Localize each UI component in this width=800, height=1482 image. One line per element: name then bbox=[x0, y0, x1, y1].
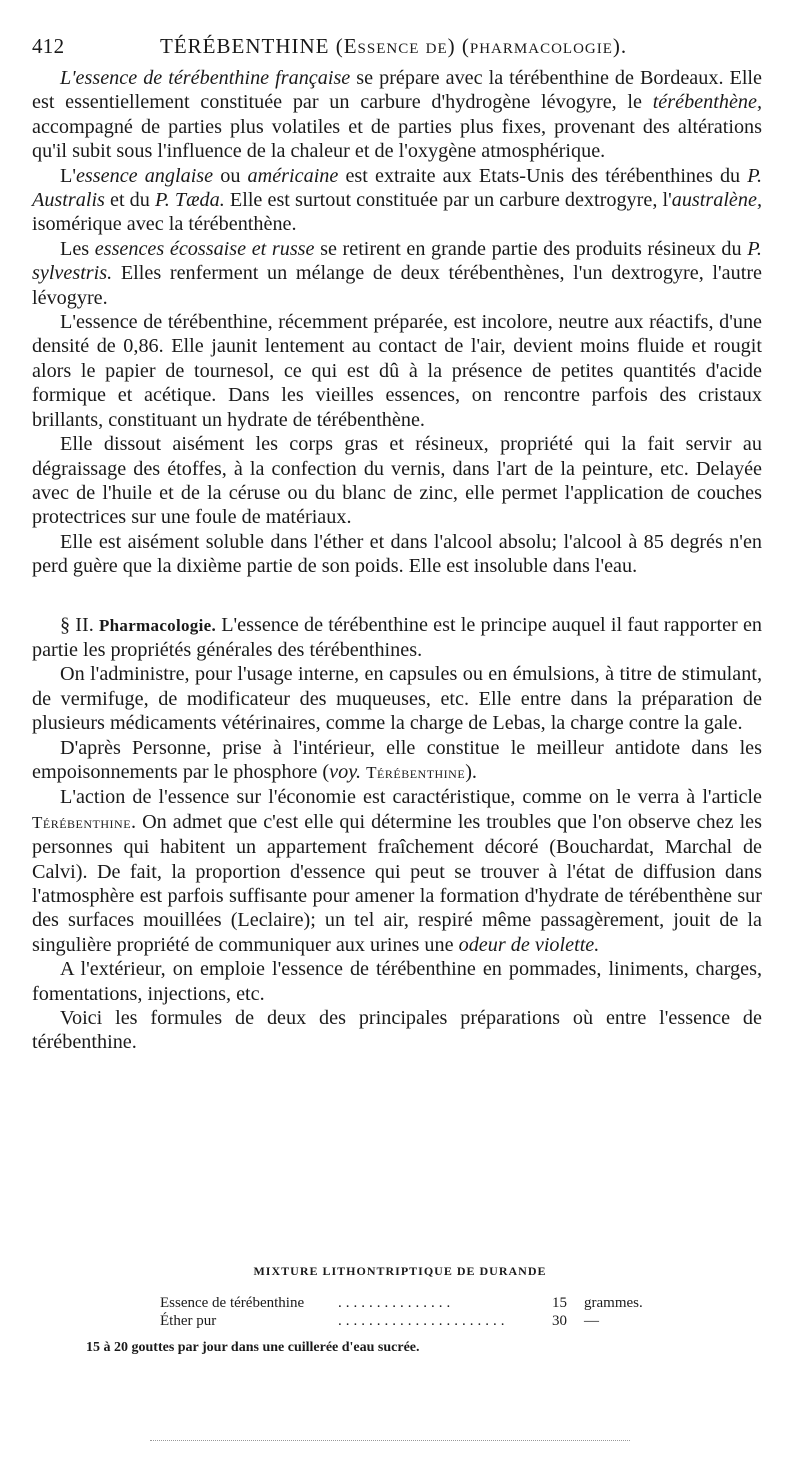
formula-quantity: 30 bbox=[552, 1313, 567, 1329]
text-run: est extraite aux Etats-Unis des térébenthines du bbox=[338, 164, 748, 187]
small-caps-text: Térébenthine bbox=[32, 812, 132, 832]
text-run: Voici les formules de deux des principales préparations où entre l'essence de térébenthine. bbox=[32, 1007, 762, 1054]
paragraph bbox=[32, 662, 762, 735]
italic-text: L'essence de térébenthine française bbox=[60, 67, 351, 89]
formula-leader-dots: ............... bbox=[338, 1295, 455, 1311]
formula-row bbox=[80, 1295, 720, 1313]
text-run: Elles renferment un mélange de deux térébenthènes, l'un dextrogyre, l'autre lévogyre. bbox=[32, 262, 762, 309]
italic-text: P. sylvestris. bbox=[32, 237, 762, 285]
paragraph bbox=[32, 164, 762, 237]
text-run: On l'administre, pour l'usage interne, en capsules ou en émulsions, à titre de stimulant, de vermifuge, de modificateur des muqueuses, etc. Elle entre dans la préparation de plusieurs médicaments vétérinaires, comme la charge de Lebas, la charge contre la gale. bbox=[32, 663, 762, 735]
paragraph bbox=[32, 432, 762, 530]
running-head-sub: (Essence de) (pharmacologie). bbox=[335, 34, 628, 58]
section-2-paragraphs bbox=[32, 613, 762, 1055]
italic-text: essences écossaise et russe bbox=[94, 237, 315, 260]
formula-ingredient: Essence de térébenthine bbox=[160, 1295, 305, 1311]
formula-title: MIXTURE LITHONTRIPTIQUE DE DURANDE bbox=[253, 1264, 547, 1278]
paragraph bbox=[32, 530, 762, 579]
text-run: L'essence de térébenthine, récemment préparée, est incolore, neutre aux réactifs, d'une densité de 0,86. Elle jaunit lentement au contact de l'air, devient moins fluide et rougit alors le papier de tournesol, ce qui est dû à la présence de petites quantités d'acide formique et acétique. Dans les vieilles essences, on rencontre parfois des cristaux brillants, constituant un hydrate de térébenthène. bbox=[32, 311, 762, 431]
paragraph bbox=[32, 957, 762, 1006]
text-run: L' bbox=[60, 164, 76, 187]
formula-unit: — bbox=[584, 1313, 599, 1329]
italic-text: P. Australis bbox=[32, 164, 763, 212]
body-text bbox=[32, 66, 762, 1055]
formula-unit: grammes. bbox=[584, 1295, 643, 1311]
paragraph bbox=[32, 1006, 762, 1055]
paragraph bbox=[32, 736, 762, 786]
text-run: isomérique avec la térébenthène. bbox=[32, 213, 297, 236]
section-1-paragraphs bbox=[32, 66, 762, 579]
text-run: se retirent en grande partie des produits résineux du bbox=[314, 237, 748, 260]
formula-ingredient: Éther pur bbox=[160, 1313, 217, 1329]
paragraph bbox=[32, 237, 762, 310]
page-header bbox=[32, 30, 772, 60]
italic-text: essence anglaise bbox=[75, 164, 214, 187]
formula-block bbox=[80, 1264, 720, 1331]
paragraph bbox=[32, 785, 762, 957]
text-run: D'après Personne, prise à l'intérieur, elle constitue le meilleur antidote dans les empoisonnements par le phosphore ( bbox=[32, 736, 762, 783]
section-gap bbox=[32, 579, 762, 613]
text-run: accompagné de parties plus volatiles et de parties plus fixes, provenant des altérations qu'il subit sous l'influence de la chaleur et de l'oxygène atmosphérique. bbox=[32, 115, 762, 163]
text-run: ). bbox=[465, 760, 477, 783]
small-caps-text: Térébenthine bbox=[366, 762, 466, 782]
italic-text: voy. bbox=[329, 760, 362, 783]
formula-row bbox=[80, 1313, 720, 1331]
running-head-main: TÉRÉBENTHINE bbox=[160, 34, 330, 58]
formula-leader-dots: ...................... bbox=[338, 1313, 509, 1329]
text-run: Elle dissout aisément les corps gras et résineux, propriété qui la fait servir au dégraissage des étoffes, à la confection du vernis, dans l'art de la peinture, etc. Delayée avec de l'huile et de la céruse ou du blanc de zinc, elle permet l'application de couches protectrices sur une foule de matériaux. bbox=[32, 433, 762, 529]
text-run: Elle est surtout constituée par un carbure dextrogyre, l' bbox=[224, 189, 672, 212]
section-title: Pharmacologie. bbox=[98, 615, 217, 635]
text-run: L'action de l'essence sur l'économie est caractéristique, comme on le verra à l'article bbox=[60, 786, 762, 809]
paragraph bbox=[32, 310, 762, 432]
paragraph bbox=[32, 613, 762, 663]
italic-text: P. Tæda. bbox=[154, 189, 225, 212]
text-run: L'essence de térébenthine est le principe auquel il faut rapporter en partie les propriétés générales des térébenthines. bbox=[32, 613, 763, 661]
formula-quantity: 15 bbox=[552, 1295, 567, 1311]
italic-text: américaine bbox=[247, 164, 339, 187]
italic-text: australène, bbox=[671, 189, 762, 212]
italic-text: odeur de violette. bbox=[458, 933, 600, 956]
text-run: Elle est aisément soluble dans l'éther et dans l'alcool absolu; l'alcool à 85 degrés n'en perd guère que la dixième partie de son poids. Elle est insoluble dans l'eau. bbox=[32, 530, 762, 578]
paragraph bbox=[32, 66, 762, 164]
text-run: et du bbox=[104, 189, 155, 212]
text-run: . On admet que c'est elle qui détermine les troubles que l'on observe chez les personnes qui habitent un appartement fraîchement décoré (Bouchardat, Marchal de Calvi). De fait, la proportion d'essence qui peut se trouver à l'état de diffusion dans l'atmosphère est parfois suffisante pour amener la formation d'hydrate de térébenthène sur des surfaces mouillées (Leclaire); un tel air, respiré même passagèrement, jouit de la singulière propriété de communiquer aux urines une bbox=[32, 810, 762, 956]
italic-text: térébenthène, bbox=[652, 91, 762, 114]
section-mark: § II. bbox=[60, 613, 94, 636]
formula-dosage: 15 à 20 gouttes par jour dans une cuillerée d'eau sucrée. bbox=[86, 1340, 420, 1355]
page-number: 412 bbox=[32, 34, 65, 58]
text-run: ou bbox=[213, 164, 248, 187]
text-run: Les bbox=[60, 237, 95, 260]
running-head bbox=[160, 34, 627, 59]
text-run: A l'extérieur, on emploie l'essence de térébenthine en pommades, liniments, charges, fomentations, injections, etc. bbox=[32, 958, 762, 1005]
footer-rule bbox=[150, 1440, 630, 1443]
text-run: se prépare avec la térébenthine de Bordeaux. Elle est essentiellement constituée par un carbure d'hydrogène lévogyre, le bbox=[32, 67, 762, 114]
